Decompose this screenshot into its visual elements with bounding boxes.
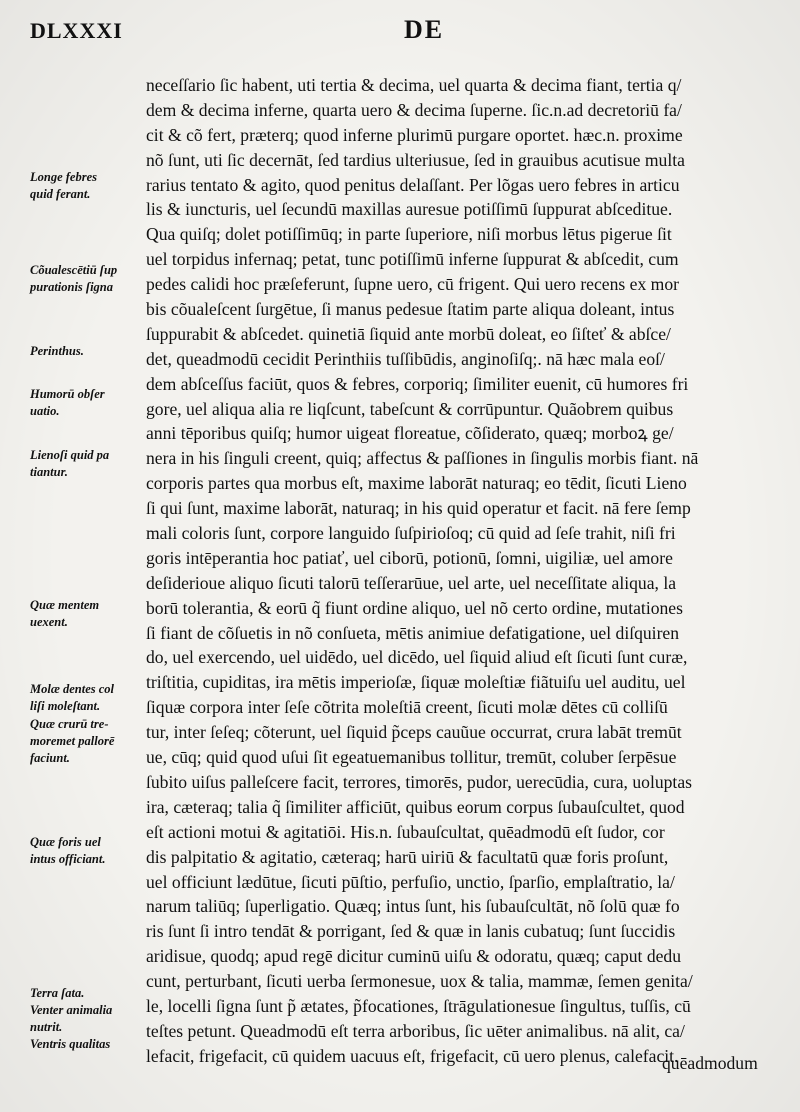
margin-note: Molæ dentes col liſi moleſtant. [30, 682, 115, 713]
text-line: ue, cūq; quid quod uſui ſit egeatuemanibus tollitur, tremūt, coluber ſerpēsue [146, 747, 677, 768]
text-line: neceſſario ſic habent, uti tertia & decima, uel quarta & decima fiant, tertia q/ [146, 75, 682, 95]
text-line: ſi qui ſunt, maxime laborāt, naturaq; in his quid operatur et facit. nā fere ſemp [146, 498, 691, 519]
text-line: tur, inter ſeſeq; cõterunt, uel ſiquid p̃ceps cauũue occurrat, crura labāt tremūt [146, 722, 682, 743]
folio-number: DLXXXI [30, 18, 123, 43]
text-line: mali coloris ſunt, corpore languido ſuſpirioſoq; cū quid ad ſeſe trahit, niſi fri [146, 523, 676, 544]
margin-note: Cõualescētiū ſup purationis ſigna [30, 263, 118, 294]
text-line: uel torpidus infernaq; petat, tunc potiſſimū inferne ſuppurat & abſcedit, cum [146, 249, 679, 270]
text-line: narum taliūq; ſuperligatio. Quæq; intus ſunt, his ſubauſcultāt, nõ ſolū quæ fo [146, 896, 680, 917]
text-line: dis palpitatio & agitatio, cæteraq; harū uiriū & facultatū quæ foris proſunt, [146, 846, 669, 867]
text-line: lis & iuncturis, uel ſecundū maxillas auresue potiſſimū ſuppurat abſceditue. [146, 199, 673, 220]
text-line: ſiquæ corpora inter ſeſe cõtrita moleſtiā creent, ſicuti molæ dētes cū colliſū [146, 697, 668, 718]
text-line: cunt, perturbant, ſicuti uerba ſermonesue, uox & talia, mammæ, ſemen genita/ [146, 971, 693, 992]
margin-note: Longe febres quid ferant. [30, 170, 97, 201]
catchword: quēadmodum [662, 1053, 758, 1073]
text-line: eſt actioni motui & agitatiōi. His.n. ſubauſcultat, quēadmodū eſt ſudor, cor [146, 821, 665, 842]
text-line: ira, cæteraq; talia q̃ ſimiliter afficiūt, quibus eorum corpus ſubauſcultet, quod [146, 796, 685, 817]
margin-note: Perinthus. [30, 344, 84, 358]
text-line: rarius tentato & agito, quod penitus delaſſant. Per lõgas uero febres in articu [146, 174, 680, 195]
margin-note: Lienoſi quid pa tiantur. [30, 448, 110, 479]
text-line: aridisue, quodq; apud regē dicitur cuminū uiſu & odoratu, quæq; caput dedu [146, 946, 682, 967]
text-line: corporis partes qua morbus eſt, maxime laborāt naturaq; eo tēdit, ſicuti Lieno [146, 473, 687, 494]
text-line: nera in his ſinguli creent, quiq; affectus & paſſiones in ſingulis morbis fiant. nā [146, 448, 699, 469]
margin-note: Quæ foris uel intus officiant. [30, 835, 106, 866]
running-head-title: DE [404, 15, 445, 44]
text-line: deſiderioue aliquo ſicuti talorū teſſerarūue, uel arte, uel neceſſitate aliqua, la [146, 572, 677, 593]
margin-note: Quæ crurū tre- moremet pallorē faciunt. [30, 717, 115, 765]
margin-note: Humorū obſer uatio. [30, 387, 105, 418]
text-line: pedes calidi hoc præſeferunt, ſupne uero, cū frigent. Qui uero recens ex mor [146, 274, 679, 295]
text-line: triſtitia, cupiditas, ira mētis imperioſæ, ſiquæ moleſtiæ fiãtuiſu uel auditu, uel [146, 672, 686, 693]
text-line: det, queadmodū cecidit Perinthiis tuſſibūdis, anginoſiſq;. nā hæc mala eoſ/ [146, 348, 665, 369]
text-line: nõ ſunt, uti ſic decernāt, ſed tardius ulteriusue, ſed in grauibus acutisue multa [146, 149, 685, 170]
text-line: ſubito uiſus palleſcere facit, terrores, timorēs, pudor, uerecūdia, cura, uoluptas [146, 771, 692, 792]
text-line: goris intēperantia hoc patiať, uel ciborū, potionū, ſomni, uigiliæ, uel amore [146, 547, 673, 568]
text-line: gore, uel aliqua alia re liqſcunt, tabeſcunt & corrūpuntur. Quãobrem quibus [146, 398, 674, 419]
margin-note: Terra ſata. Venter animalia nutrit. Ventris qualitas [30, 986, 113, 1051]
text-line: anni tēporibus quiſq; humor uigeat floreatue, cõſiderato, quæq; morboꝝ ge/ [146, 423, 674, 444]
text-line: do, uel exercendo, uel uidēdo, uel dicēdo, uel ſiquid aliud eſt ſicuti ſunt curæ, [146, 647, 688, 668]
text-line: le, locelli ſigna ſunt p̃ ætates, p̃focationes, ſtrāgulationesue ſingultus, tuſſis, cū [146, 995, 691, 1016]
main-text-block [146, 73, 786, 1069]
text-line: lefacit, frigefacit, cū quidem uacuus eſt, frigefacit, cū uero plenus, calefacit. [146, 1045, 679, 1066]
text-line: ſuppurabit & abſcedet. quinetiā ſiquid ante morbū doleat, eo ſiſteť & abſce/ [146, 323, 671, 344]
margin-note: Quæ mentem uexent. [30, 598, 100, 629]
text-line: Qua quiſq; dolet potiſſimūq; in parte ſuperiore, niſi morbus lētus pigerue ſit [146, 224, 672, 245]
text-line: ſi fiant de cõſuetis in nõ conſueta, mētis animiue defatigatione, uel diſquiren [146, 622, 680, 643]
text-line: cit & cõ fert, præterq; quod inferne plurimū purgare oportet. hæc.n. proxime [146, 124, 683, 145]
text-line: uel officiunt lædūtue, ſicuti pūſtio, perfuſio, unctio, ſparſio, emplaſtratio, la/ [146, 871, 675, 892]
text-line: bis cõualeſcent ſurgētue, ſi manus pedesue ſtatim parte aliqua doleant, intus [146, 299, 675, 320]
text-line: dem & decima inferne, quarta uero & decima ſuperne. ſic.n.ad decretoriū fa/ [146, 99, 682, 120]
text-line: dem abſceſſus faciūt, quos & febres, corporiq; ſimiliter euenit, cū humores fri [146, 373, 689, 394]
text-line: teſtes petunt. Queadmodū eſt terra arboribus, ſic uēter animalibus. nā alit, ca/ [146, 1020, 685, 1041]
text-line: ris ſunt ſi intro tendāt & porrigant, ſed & quæ in lanis cubatuq; ſunt ſuccidis [146, 921, 676, 942]
text-line: borū tolerantia, & eorū q̃ fiunt ordine aliquo, uel nõ certo ordine, mutationes [146, 597, 683, 618]
